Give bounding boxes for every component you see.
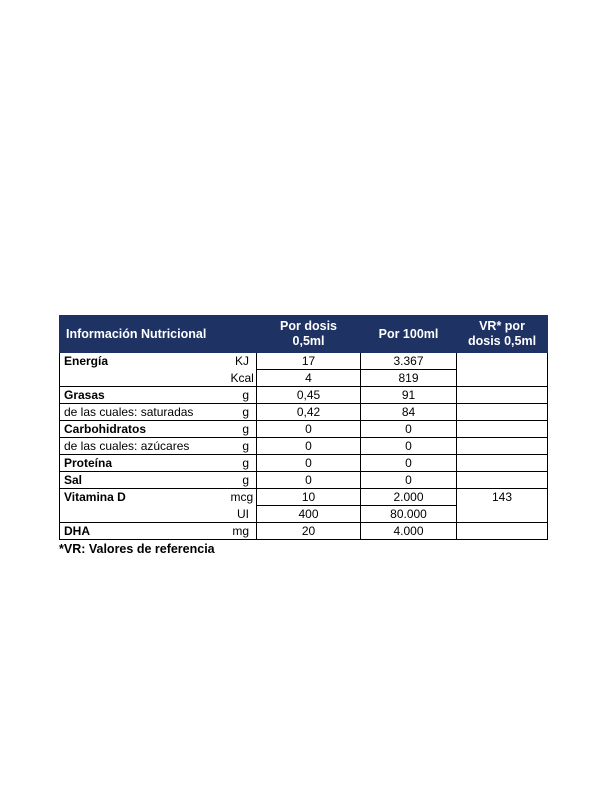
value-vr	[457, 387, 548, 404]
value-vr: 143	[457, 489, 548, 506]
value-per-100ml: 0	[361, 438, 457, 455]
value-per-dose: 17	[257, 353, 361, 370]
value-per-dose: 0	[257, 455, 361, 472]
nutrient-name: de las cuales: azúcares	[60, 438, 227, 455]
table-row	[60, 353, 548, 370]
table-header-row	[60, 316, 548, 353]
value-per-dose: 0,42	[257, 404, 361, 421]
value-per-100ml: 91	[361, 387, 457, 404]
nutrient-unit: mg	[227, 523, 257, 540]
value-per-100ml: 80.000	[361, 506, 457, 523]
value-vr	[457, 421, 548, 438]
nutrient-name: Grasas	[60, 387, 227, 404]
table-row	[60, 387, 548, 404]
value-per-dose: 10	[257, 489, 361, 506]
footnote: *VR: Valores de referencia	[59, 542, 215, 556]
header-per-100ml: Por 100ml	[361, 316, 457, 353]
value-per-dose: 4	[257, 370, 361, 387]
value-per-100ml: 2.000	[361, 489, 457, 506]
value-per-dose: 20	[257, 523, 361, 540]
nutrient-name: Proteína	[60, 455, 227, 472]
table-row	[60, 404, 548, 421]
value-per-100ml: 0	[361, 455, 457, 472]
nutrient-unit: Kcal	[227, 370, 257, 387]
value-vr	[457, 523, 548, 540]
table-body	[60, 353, 548, 540]
nutrient-name: Sal	[60, 472, 227, 489]
value-vr	[457, 404, 548, 421]
table-row	[60, 506, 548, 523]
value-vr	[457, 455, 548, 472]
value-per-100ml: 4.000	[361, 523, 457, 540]
table-row	[60, 421, 548, 438]
value-per-100ml: 3.367	[361, 353, 457, 370]
value-per-dose: 0	[257, 438, 361, 455]
nutrient-name: de las cuales: saturadas	[60, 404, 227, 421]
value-per-dose: 400	[257, 506, 361, 523]
value-vr	[457, 370, 548, 387]
value-vr	[457, 506, 548, 523]
value-per-100ml: 0	[361, 421, 457, 438]
value-per-dose: 0,45	[257, 387, 361, 404]
table-row	[60, 489, 548, 506]
nutrient-unit: mcg	[227, 489, 257, 506]
nutrient-unit: g	[227, 421, 257, 438]
table-row	[60, 523, 548, 540]
nutrient-name: Carbohidratos	[60, 421, 227, 438]
value-vr	[457, 472, 548, 489]
header-per-dose: Por dosis 0,5ml	[257, 316, 361, 353]
nutrient-unit: g	[227, 455, 257, 472]
nutrient-name: DHA	[60, 523, 227, 540]
nutrient-unit: g	[227, 387, 257, 404]
nutrient-name	[60, 506, 227, 523]
value-per-dose: 0	[257, 421, 361, 438]
value-per-100ml: 84	[361, 404, 457, 421]
nutrient-name: Vitamina D	[60, 489, 227, 506]
table-row	[60, 472, 548, 489]
nutrient-unit: g	[227, 472, 257, 489]
nutrient-unit: UI	[227, 506, 257, 523]
nutrient-unit: g	[227, 438, 257, 455]
nutrient-name	[60, 370, 227, 387]
table-row	[60, 438, 548, 455]
nutrient-name: Energía	[60, 353, 227, 370]
value-per-100ml: 0	[361, 472, 457, 489]
value-vr	[457, 438, 548, 455]
nutrient-unit: KJ	[227, 353, 257, 370]
header-nutrition-info: Información Nutricional	[60, 316, 257, 353]
table-row	[60, 370, 548, 387]
value-per-dose: 0	[257, 472, 361, 489]
header-vr-per-dose: VR* por dosis 0,5ml	[457, 316, 548, 353]
nutrient-unit: g	[227, 404, 257, 421]
table-row	[60, 455, 548, 472]
value-per-100ml: 819	[361, 370, 457, 387]
nutrition-table	[59, 315, 548, 540]
value-vr	[457, 353, 548, 370]
